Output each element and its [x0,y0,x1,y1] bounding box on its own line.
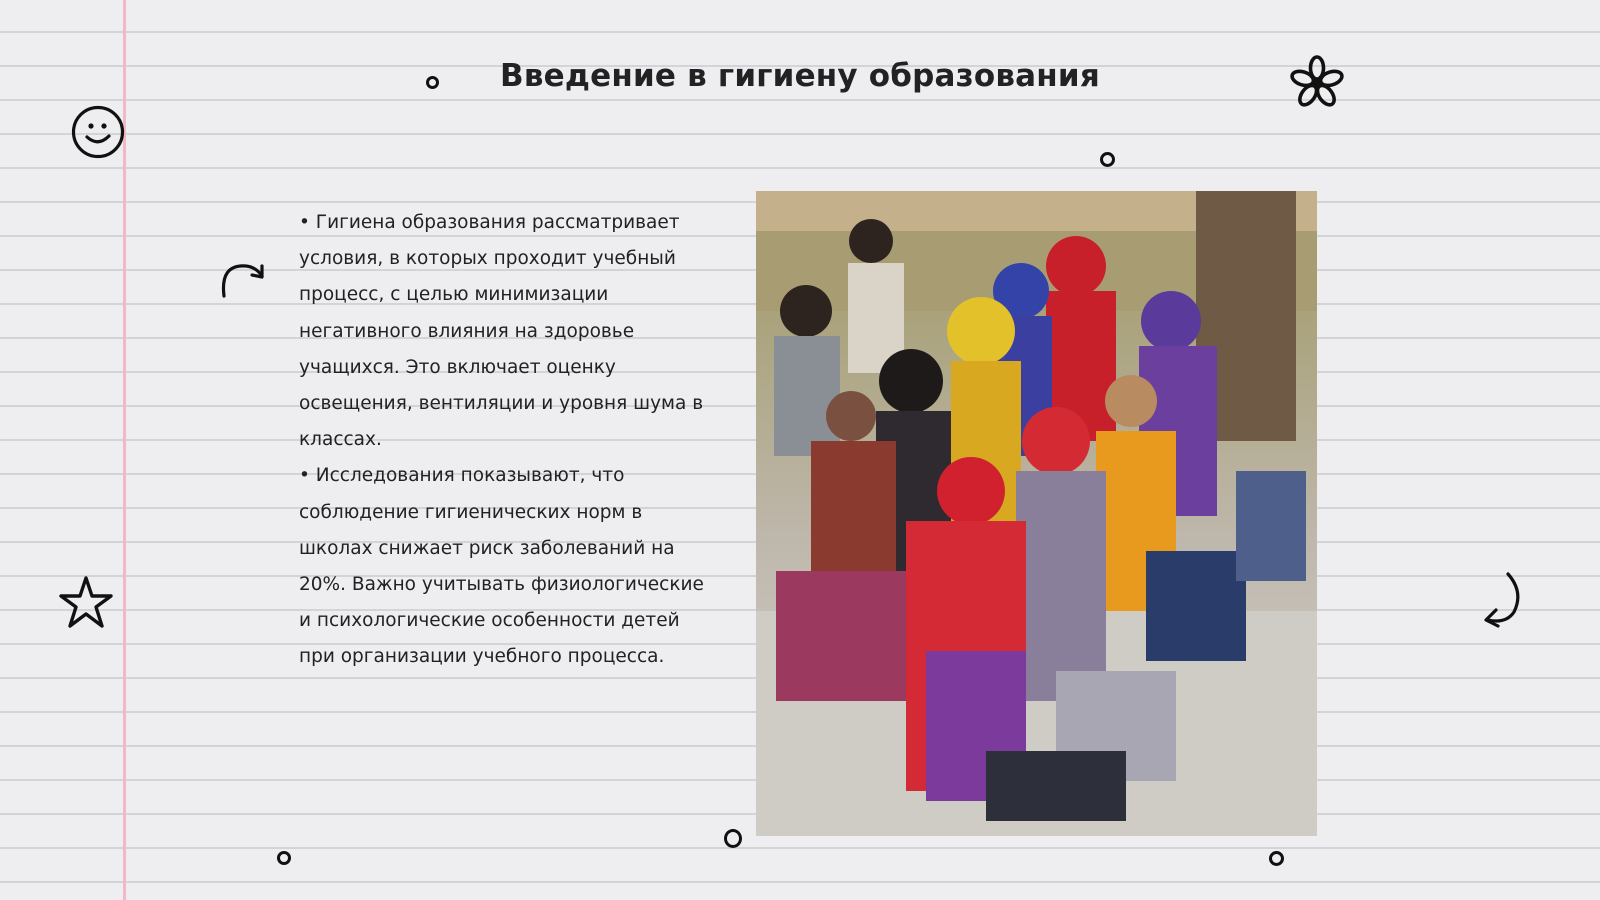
flower-icon [1288,54,1346,112]
curved-arrow-down-left-icon [1478,570,1526,630]
decor-dot [426,76,439,89]
decor-dot [277,851,291,865]
decor-dot [1100,152,1115,167]
bullet-paragraph-1: • Гигиена образования рассматривает условия, в которых проходит учебный процесс, с целью минимизации негативного влияния на здоровье учащихся. Это включает оценку освещения, вентиляции и уровня шума в классах. [299,212,704,451]
smiley-icon [70,104,126,160]
star-icon [56,574,116,632]
slide-photo [756,191,1317,836]
slide-body-text [299,205,707,676]
bullet-paragraph-2: • Исследования показывают, что соблюдение гигиенических норм в школах снижает риск заболеваний на 20%. Важно учитывать физиологические и психологические особенности детей при организации учебного процесса. [299,465,704,668]
curved-arrow-right-icon [218,258,266,300]
slide-title: Введение в гигиену образования [500,58,1100,94]
decor-dot [1269,851,1284,866]
decor-dot [724,829,742,848]
